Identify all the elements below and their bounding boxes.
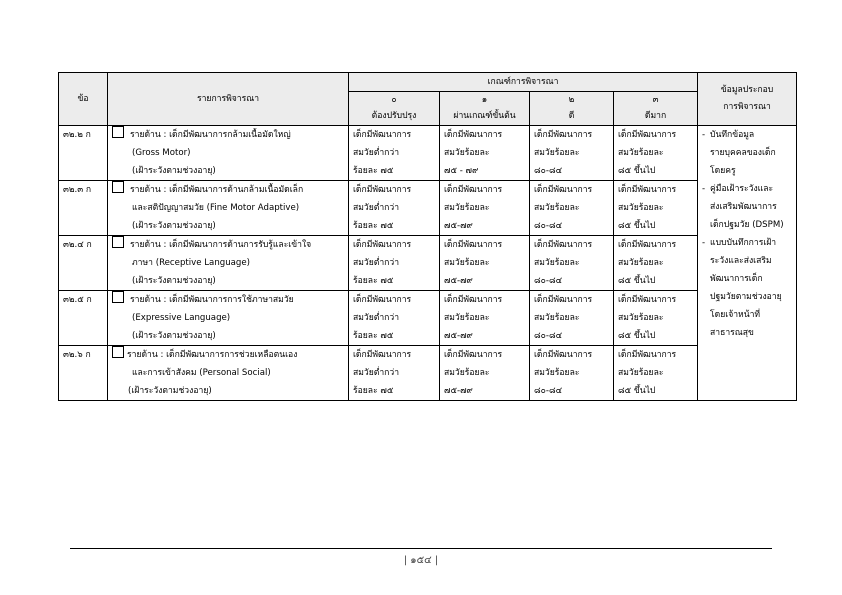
criteria-level-3: เด็กมีพัฒนาการ สมวัยร้อยละ ๘๕ ขึ้นไป [614,126,698,181]
row-item: รายด้าน : เด็กมีพัฒนาการด้านกล้ามเนื้อมัดเล็ก และสติปัญญาสมวัย (Fine Motor Adaptive) (เฝ้าระวังตามช่วงอายุ) [108,181,349,236]
row-number: ๓๒.๖ ก [59,346,108,401]
row-number: ๓๒.๔ ก [59,236,108,291]
header-item: รายการพิจารณา [108,73,349,126]
level-1-header: ๑ ผ่านเกณฑ์ขั้นต้น [440,92,530,126]
criteria-level-1: เด็กมีพัฒนาการ สมวัยร้อยละ ๗๕-๗๙ [440,346,530,401]
note-item: - บันทึกข้อมูล รายบุคคลของเด็ก โดยครู [702,130,776,176]
checkbox[interactable] [112,181,124,193]
criteria-table [58,72,797,401]
note-item: - แบบบันทึกการเฝ้า ระวังและส่งเสริม พัฒนาการเด็ก ปฐมวัยตามช่วงอายุ โดยเจ้าหน้าที่ สาธารณสุข [702,238,782,338]
header-note: ข้อมูลประกอบ การพิจารณา [698,73,797,126]
criteria-level-1: เด็กมีพัฒนาการ สมวัยร้อยละ ๗๕-๗๙ [440,236,530,291]
criteria-level-2: เด็กมีพัฒนาการ สมวัยร้อยละ ๘๐-๘๔ [530,346,614,401]
checkbox[interactable] [112,346,124,358]
table-row [59,236,797,291]
supporting-info [698,126,797,401]
criteria-level-2: เด็กมีพัฒนาการ สมวัยร้อยละ ๘๐-๘๔ [530,291,614,346]
criteria-level-3: เด็กมีพัฒนาการ สมวัยร้อยละ ๘๕ ขึ้นไป [614,181,698,236]
criteria-level-3: เด็กมีพัฒนาการ สมวัยร้อยละ ๘๕ ขึ้นไป [614,346,698,401]
footer-divider [70,548,772,549]
checkbox[interactable] [112,291,124,303]
table-row [59,126,797,181]
row-number: ๓๒.๓ ก [59,181,108,236]
criteria-level-3: เด็กมีพัฒนาการ สมวัยร้อยละ ๘๕ ขึ้นไป [614,236,698,291]
criteria-level-0: เด็กมีพัฒนาการ สมวัยต่ำกว่า ร้อยละ ๗๕ [349,181,440,236]
criteria-level-2: เด็กมีพัฒนาการ สมวัยร้อยละ ๘๐-๘๔ [530,181,614,236]
criteria-level-0: เด็กมีพัฒนาการ สมวัยต่ำกว่า ร้อยละ ๗๕ [349,346,440,401]
row-number: ๓๒.๒ ก [59,126,108,181]
criteria-level-2: เด็กมีพัฒนาการ สมวัยร้อยละ ๘๐-๘๔ [530,126,614,181]
criteria-level-0: เด็กมีพัฒนาการ สมวัยต่ำกว่า ร้อยละ ๗๕ [349,236,440,291]
row-item: รายด้าน : เด็กมีพัฒนาการด้านการรับรู้และเข้าใจ ภาษา (Receptive Language) (เฝ้าระวังตามช่วงอายุ) [108,236,349,291]
criteria-level-3: เด็กมีพัฒนาการ สมวัยร้อยละ ๘๕ ขึ้นไป [614,291,698,346]
level-0-header: ๐ ต้องปรับปรุง [349,92,440,126]
level-2-header: ๒ ดี [530,92,614,126]
row-number: ๓๒.๕ ก [59,291,108,346]
checkbox[interactable] [112,126,124,138]
criteria-level-1: เด็กมีพัฒนาการ สมวัยร้อยละ ๗๕-๗๙ [440,181,530,236]
row-item: รายด้าน : เด็กมีพัฒนาการการช่วยเหลือตนเอง และการเข้าสังคม (Personal Social) (เฝ้าระวังตามช่วงอายุ) [108,346,349,401]
row-item: รายด้าน : เด็กมีพัฒนาการกล้ามเนื้อมัดใหญ่ (Gross Motor) (เฝ้าระวังตามช่วงอายุ) [108,126,349,181]
table-row [59,181,797,236]
criteria-level-0: เด็กมีพัฒนาการ สมวัยต่ำกว่า ร้อยละ ๗๕ [349,291,440,346]
table-row [59,291,797,346]
header-no: ข้อ [59,73,108,126]
criteria-level-1: เด็กมีพัฒนาการ สมวัยร้อยละ ๗๕-๗๙ [440,291,530,346]
criteria-level-2: เด็กมีพัฒนาการ สมวัยร้อยละ ๘๐-๘๔ [530,236,614,291]
row-item: รายด้าน : เด็กมีพัฒนาการการใช้ภาษาสมวัย (Expressive Language) (เฝ้าระวังตามช่วงอายุ) [108,291,349,346]
note-item: - คู่มือเฝ้าระวังและ ส่งเสริมพัฒนาการ เด็กปฐมวัย (DSPM) [702,184,784,230]
criteria-level-0: เด็กมีพัฒนาการ สมวัยต่ำกว่า ร้อยละ ๗๕ [349,126,440,181]
checkbox[interactable] [112,236,124,248]
level-3-header: ๓ ดีมาก [614,92,698,126]
header-criteria: เกณฑ์การพิจารณา [349,73,698,92]
criteria-level-1: เด็กมีพัฒนาการ สมวัยร้อยละ ๗๕ - ๗๙ [440,126,530,181]
table-row [59,346,797,401]
page-number: | ๑๕๔ | [403,555,439,566]
